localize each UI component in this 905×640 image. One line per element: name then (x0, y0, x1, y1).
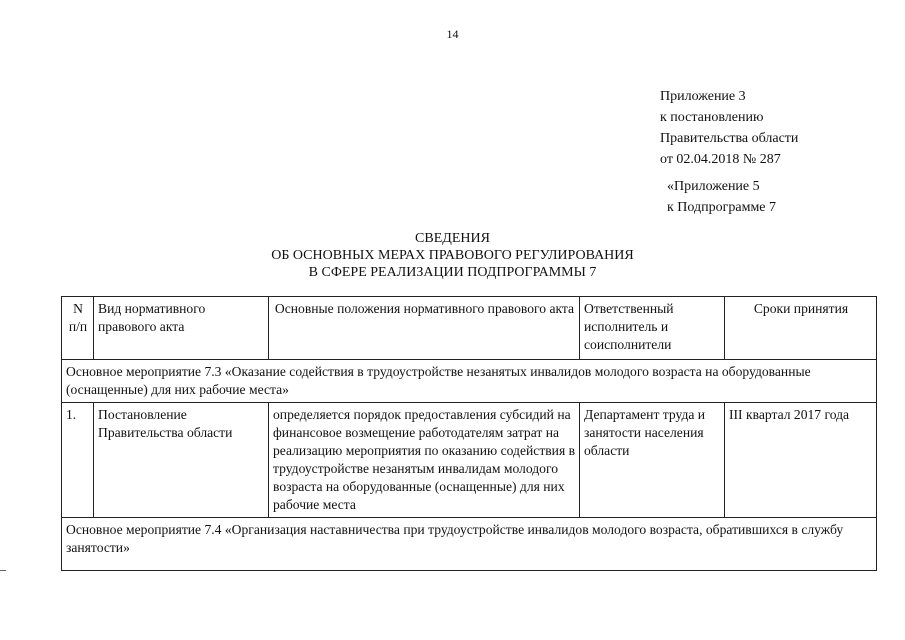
cell-provisions: определяется порядок предоставления субсидий на финансовое возмещение работодателям затрат на реализацию мероприятия по оказанию содействия в трудоустройстве незанятым инвалидам молодого возраста на оборудованные (оснащенные) для них рабочие места (269, 403, 580, 518)
appendix-line: Приложение 3 (660, 89, 746, 104)
section-title: Основное мероприятие 7.3 «Оказание содействия в трудоустройстве незанятых инвалидов молодого возраста на оборудованные (оснащенные) для них рабочие места» (62, 360, 877, 403)
document-title (0, 230, 905, 281)
table-section-row (62, 360, 877, 403)
appendix-line: к постановлению (660, 110, 764, 125)
title-line: ОБ ОСНОВНЫХ МЕРАХ ПРАВОВОГО РЕГУЛИРОВАНИЯ (271, 248, 634, 263)
inner-appendix-line: «Приложение 5 (667, 179, 760, 194)
table-section-row (62, 518, 877, 571)
title-line: В СФЕРЕ РЕАЛИЗАЦИИ ПОДПРОГРАММЫ 7 (308, 265, 597, 280)
inner-appendix-block (667, 176, 776, 218)
header-num: N п/п (62, 297, 94, 360)
appendix-line: от 02.04.2018 № 287 (660, 152, 781, 167)
cell-deadline: III квартал 2017 года (725, 403, 877, 518)
table-header-row (62, 297, 877, 360)
cell-executor: Департамент труда и занятости населения области (580, 403, 725, 518)
cell-act-type: Постановление Правительства области (94, 403, 269, 518)
table-row (62, 403, 877, 518)
measures-table (61, 296, 877, 571)
appendix-line: Правительства области (660, 131, 799, 146)
header-deadline: Сроки принятия (725, 297, 877, 360)
title-line: СВЕДЕНИЯ (415, 231, 490, 246)
header-provisions: Основные положения нормативного правового акта (269, 297, 580, 360)
page-number: 14 (446, 27, 459, 41)
appendix-block (660, 86, 798, 170)
header-executor: Ответственный исполнитель и соисполнители (580, 297, 725, 360)
cell-num: 1. (62, 403, 94, 518)
inner-appendix-line: к Подпрограмме 7 (667, 200, 777, 215)
header-act-type: Вид нормативного правового акта (94, 297, 269, 360)
margin-mark (0, 570, 6, 571)
section-title: Основное мероприятие 7.4 «Организация наставничества при трудоустройстве инвалидов молодого возраста, обратившихся в службу занятости» (62, 518, 877, 571)
